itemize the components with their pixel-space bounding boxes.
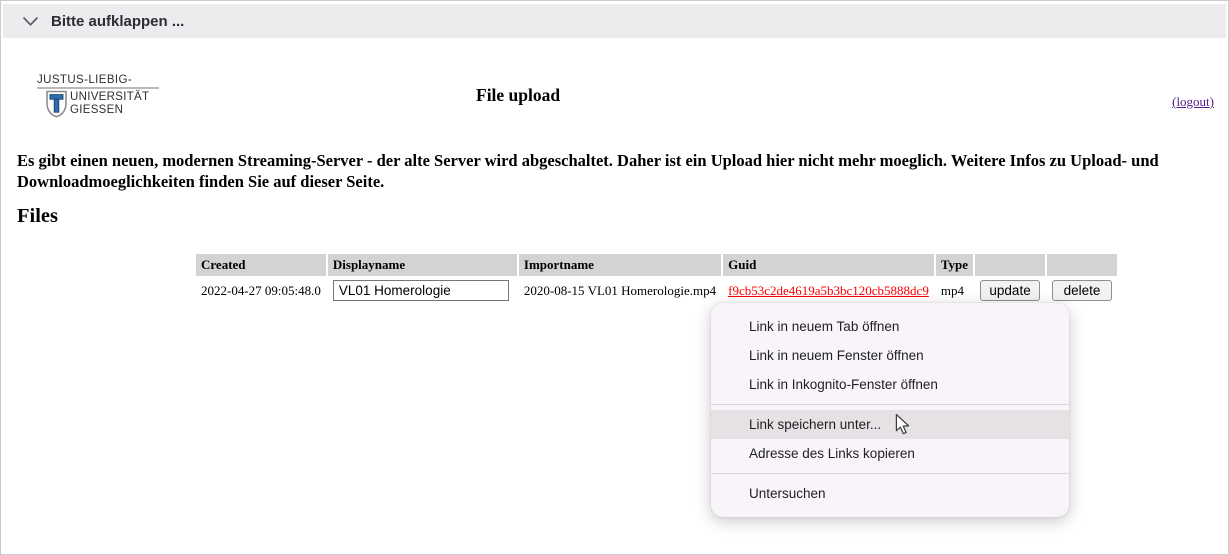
logo-rule [37, 87, 159, 89]
importname-cell: 2020-08-15 VL01 Homerologie.mp4 [523, 282, 717, 298]
files-heading: Files [17, 205, 58, 227]
menu-item-open-new-tab[interactable]: Link in neuem Tab öffnen [749, 319, 900, 334]
logout-link[interactable]: (logout) [1172, 94, 1214, 109]
university-logo [37, 74, 159, 118]
notice-text: Es gibt einen neuen, modernen Streaming-Server - der alte Server wird abgeschaltet. Daher ist ein Upload hier nicht mehr moeglich. Weitere Infos zu Upload- und Downloadmoeglichkeiten finden Sie auf dieser Seite. [17, 151, 1159, 191]
displayname-input[interactable] [333, 280, 509, 301]
menu-item-inspect[interactable]: Untersuchen [749, 486, 826, 501]
menu-item-open-new-window[interactable]: Link in neuem Fenster öffnen [749, 348, 924, 363]
delete-button[interactable]: delete [1052, 280, 1112, 301]
guid-cell [723, 278, 934, 303]
column-header-guid: Guid [723, 254, 934, 276]
column-header-update [975, 254, 1045, 276]
menu-separator [711, 473, 1069, 474]
context-menu [711, 303, 1069, 517]
delete-cell [1047, 278, 1117, 303]
files-table [194, 252, 1119, 305]
collapse-panel-label: Bitte aufklappen ... [51, 12, 185, 30]
guid-link[interactable]: f9cb53c2de4619a5b3bc120cb5888dc9 [728, 282, 929, 298]
displayname-cell [328, 278, 517, 303]
menu-item-save-link-as[interactable]: Link speichern unter... [711, 410, 1069, 439]
page-title: File upload [476, 85, 561, 105]
chevron-down-icon [22, 16, 39, 27]
collapse-panel-header[interactable] [3, 4, 1226, 38]
created-cell: 2022-04-27 09:05:48.0 [201, 282, 321, 298]
column-header-delete [1047, 254, 1117, 276]
type-cell: mp4 [940, 282, 964, 298]
logo-text-line1: JUSTUS-LIEBIG- [37, 74, 133, 86]
update-cell [975, 278, 1045, 303]
menu-item-copy-link-address[interactable]: Adresse des Links kopieren [749, 446, 915, 461]
column-header-type: Type [936, 254, 973, 276]
menu-item-open-incognito[interactable]: Link in Inkognito-Fenster öffnen [749, 377, 938, 392]
table-row [196, 278, 1117, 303]
menu-separator [711, 404, 1069, 405]
column-header-displayname: Displayname [328, 254, 517, 276]
logo-text-line2: UNIVERSITÄT [70, 91, 150, 103]
table-header-row [196, 254, 1117, 276]
column-header-created: Created [196, 254, 326, 276]
update-button[interactable]: update [980, 280, 1040, 301]
logo-text-line3: GIESSEN [70, 104, 124, 116]
logo-shield-icon [45, 90, 68, 118]
column-header-importname: Importname [519, 254, 721, 276]
